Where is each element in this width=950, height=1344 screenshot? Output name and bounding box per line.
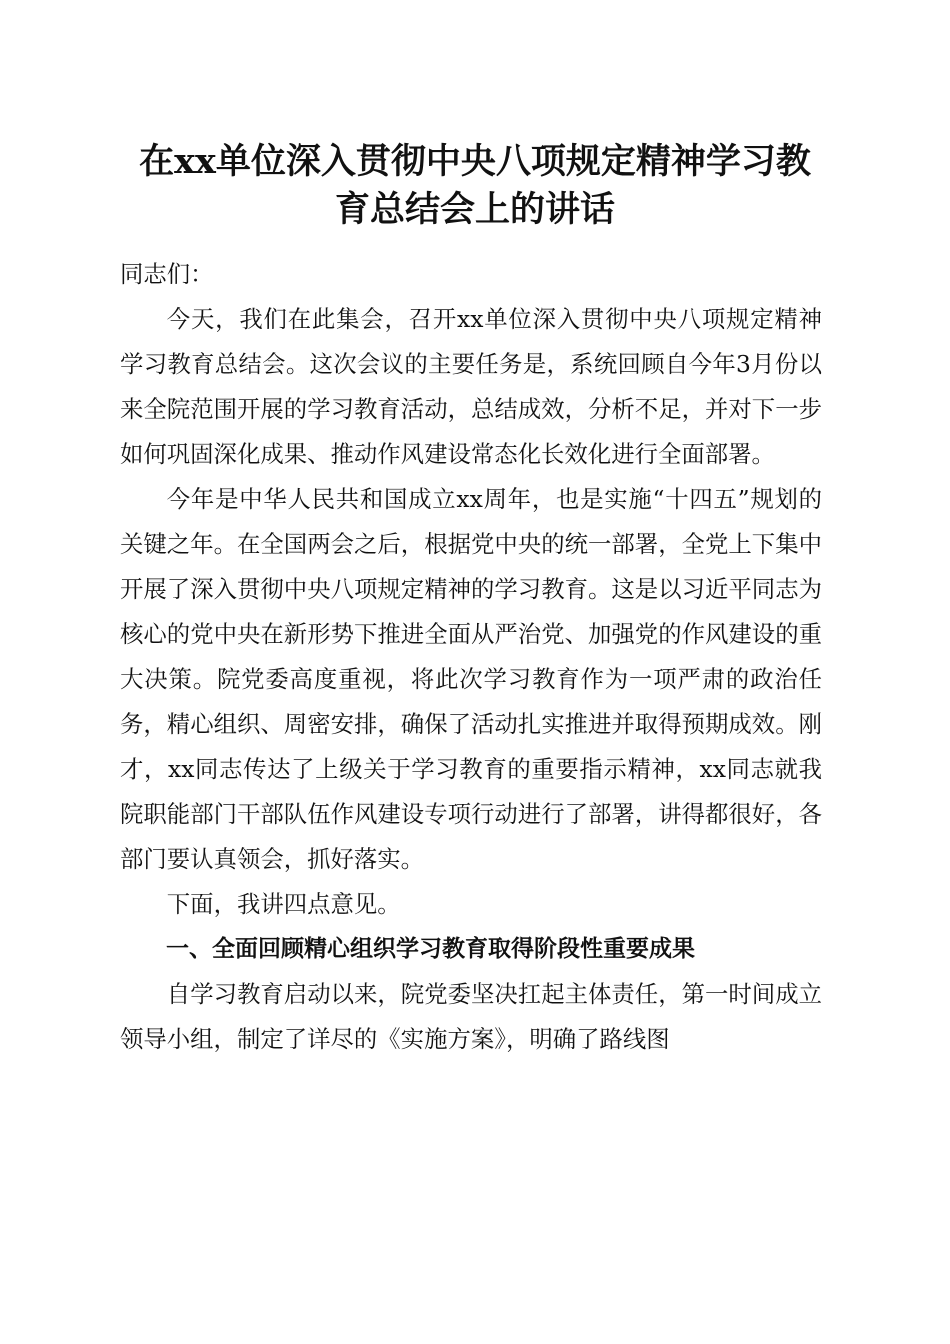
title-line-2: 育总结会上的讲话 [334,189,615,230]
title-line-1: 在xx单位深入贯彻中央八项规定精神学习教 [139,141,811,182]
salutation: 同志们： [120,260,214,288]
section-paragraph-1: 自学习教育启动以来，院党委坚决扛起主体责任，第一时间成立领导小组，制定了详尽的《实施方案》，明确了路线图 [120,980,822,1053]
section-heading-1: 一、全面回顾精心组织学习教育取得阶段性重要成果 [166,936,695,962]
document-body [120,252,822,1062]
document-title [110,138,840,234]
paragraph-background: 今年是中华人民共和国成立xx周年，也是实施“十四五”规划的关键之年。在全国两会之后，根据党中央的统一部署，全党上下集中开展了深入贯彻中央八项规定精神的学习教育。这是以习近平同志为核心的党中央在新形势下推进全面从严治党、加强党的作风建设的重大决策。院党委高度重视，将此次学习教育作为一项严肃的政治任务，精心组织、周密安排，确保了活动扎实推进并取得预期成效。刚才，xx同志传达了上级关于学习教育的重要指示精神，xx同志就我院职能部门干部队伍作风建设专项行动进行了部署，讲得都很好，各部门要认真领会，抓好落实。 [120,485,822,873]
paragraph-opening: 今天，我们在此集会，召开xx单位深入贯彻中央八项规定精神学习教育总结会。这次会议的主要任务是，系统回顾自今年3月份以来全院范围开展的学习教育活动，总结成效，分析不足，并对下一步如何巩固深化成果、推动作风建设常态化长效化进行全面部署。 [120,305,822,468]
paragraph-transition: 下面，我讲四点意见。 [166,890,401,918]
